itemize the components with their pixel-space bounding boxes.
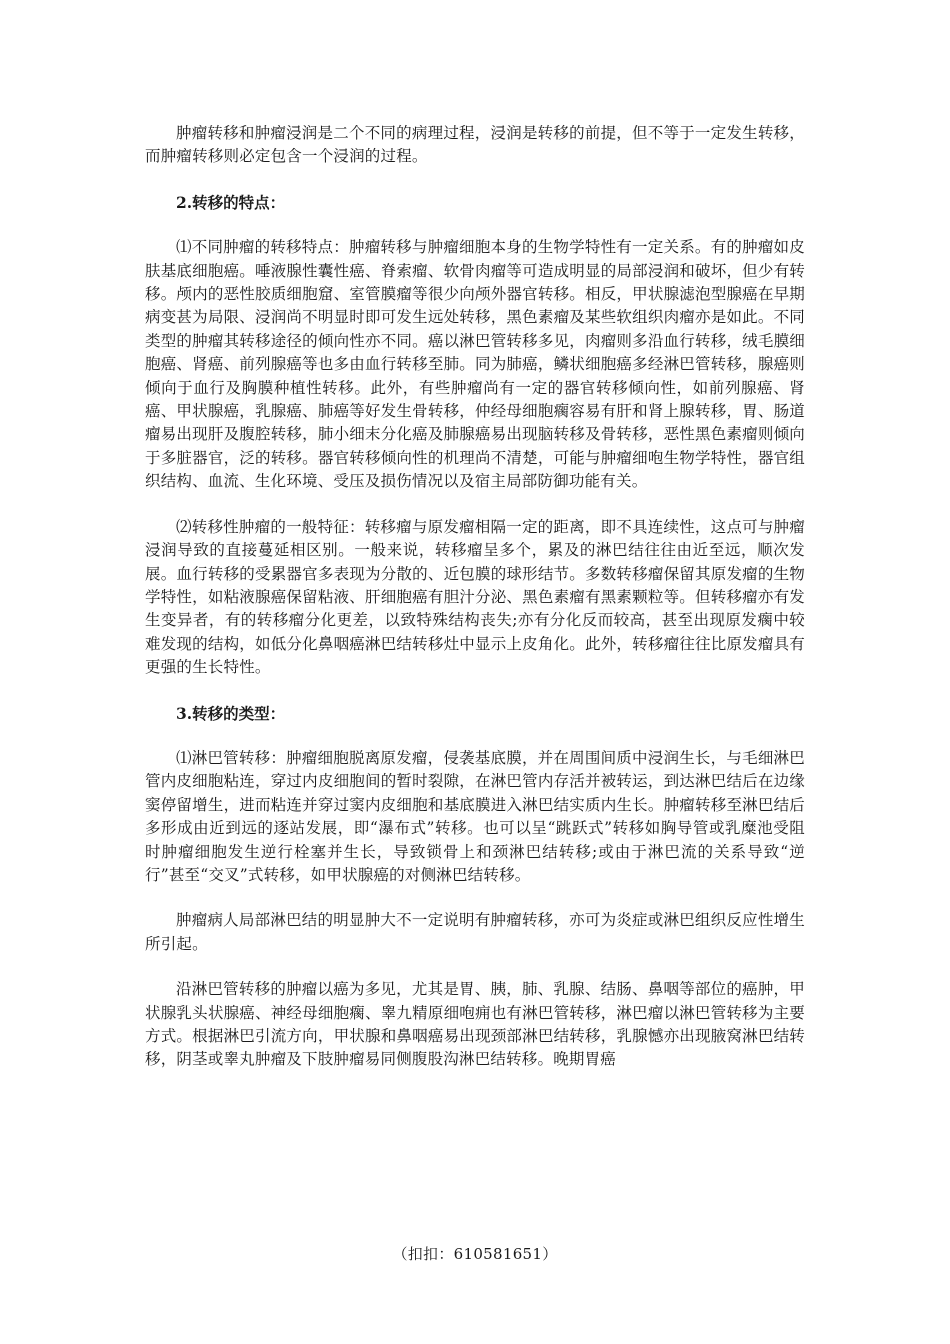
paragraph-lymphatic-metastasis: ⑴淋巴管转移：肿瘤细胞脱离原发瘤，侵袭基底膜，并在周围间质中浸润生长，与毛细淋巴管内皮细胞粘连，穿过内皮细胞间的暂时裂隙，在淋巴管内存活并被转运，到达淋巴结后在边缘窦停留增生，进而粘连并穿过窦内皮细胞和基底膜进入淋巴结实质内生长。肿瘤转移至淋巴结后多形成由近到远的逐站发展，即“瀑布式”转移。也可以呈“跳跃式”转移如胸导管或乳糜池受阻时肿瘤细胞发生逆行栓塞并生长，导致锁骨上和颈淋巴结转移;或由于淋巴流的关系导致“逆行”甚至“交叉”式转移，如甲状腺癌的对侧淋巴结转移。 [145,748,805,884]
section-heading-metastasis-features: 2.转移的特点： [176,192,286,212]
paragraph-lymphatic-tumor-types: 沿淋巴管转移的肿瘤以癌为多见，尤其是胃、胰，肺、乳腺、结肠、鼻咽等部位的癌肿，甲状腺乳头状腺癌、神经母细胞瘸、睾九精原细咆痈也有淋巴管转移，淋巴瘤以淋巴管转移为主要方式。根据淋巴引流方向，甲状腺和鼻咽癌易出现颈部淋巴结转移，乳腺憾亦出现腋窝淋巴结转移，阴茎或睾丸肿瘤及下肢肿瘤易同侧腹股沟淋巴结转移。晚期胃癌 [145,980,805,1069]
section-heading-metastasis-types: 3.转移的类型： [176,703,286,723]
paragraph-tumor-metastasis-features: ⑴不同肿瘤的转移特点：肿瘤转移与肿瘤细胞本身的生物学特性有一定关系。有的肿瘤如皮肤基底细胞癌。唾液腺性囊性癌、脊索瘤、软骨肉瘤等可造成明显的局部浸润和破坏，但少有转移。颅内的恶性胶质细胞窟、室管膜瘤等很少向颅外器官转移。相反，甲状腺滤泡型腺癌在早期病变甚为局限、浸润尚不明显时即可发生远处转移，黑色素瘤及某些软组织肉瘤亦是如此。不同类型的肿瘤其转移途径的倾向性亦不同。癌以淋巴管转移多见，肉瘤则多沿血行转移，绒毛膜细胞癌、肾癌、前列腺癌等也多由血行转移至肺。同为肺癌，鳞状细胞癌多经淋巴管转移，腺癌则倾向于血行及胸膜种植性转移。此外，有些肿瘤尚有一定的器官转移倾向性，如前列腺癌、肾癌、甲状腺癌，乳腺癌、肺癌等好发生骨转移，仲经母细胞瘸容易有肝和肾上腺转移，胃、肠道瘤易出现肝及腹腔转移，肺小细末分化癌及肺腺癌易出现脑转移及骨转移，恶性黑色素瘤则倾向于多脏器官，泛的转移。器官转移倾向性的机理尚不清楚，可能与肿瘤细咆生物学特性，器官组织结构、血流、生化环境、受压及损伤情况以及宿主局部防御功能有关。 [145,238,805,491]
document-body [145,122,805,1094]
page-footer: （扣扣：610581651） [392,1245,558,1263]
paragraph-intro: 肿瘤转移和肿瘤浸润是二个不同的病理过程，浸润是转移的前提，但不等于一定发生转移，而肿瘤转移则必定包含一个浸润的过程。 [145,124,805,166]
paragraph-metastatic-tumor-characteristics: ⑵转移性肿瘤的一般特征：转移瘤与原发瘤相隔一定的距离，即不具连续性，这点可与肿瘤浸润导致的直接蔓延相区别。一般来说，转移瘤呈多个，累及的淋巴结往往由近至远，顺次发展。血行转移的受累器官多表现为分散的、近包膜的球形结节。多数转移瘤保留其原发瘤的生物学特性，如粘液腺癌保留粘液、肝细胞癌有胆汁分泌、黑色素瘤有黑素颗粒等。但转移瘤亦有发生变异者，有的转移瘤分化更差，以致特殊结构丧失;亦有分化反而较高，甚至出现原发瘸中较难发现的结构，如低分化鼻咽癌淋巴结转移灶中显示上皮角化。此外，转移瘤往往比原发瘤具有更强的生长特性。 [145,517,805,677]
paragraph-lymph-node-enlargement: 肿瘤病人局部淋巴结的明显肿大不一定说明有肿瘤转移，亦可为炎症或淋巴组织反应性增生所引起。 [145,911,805,953]
